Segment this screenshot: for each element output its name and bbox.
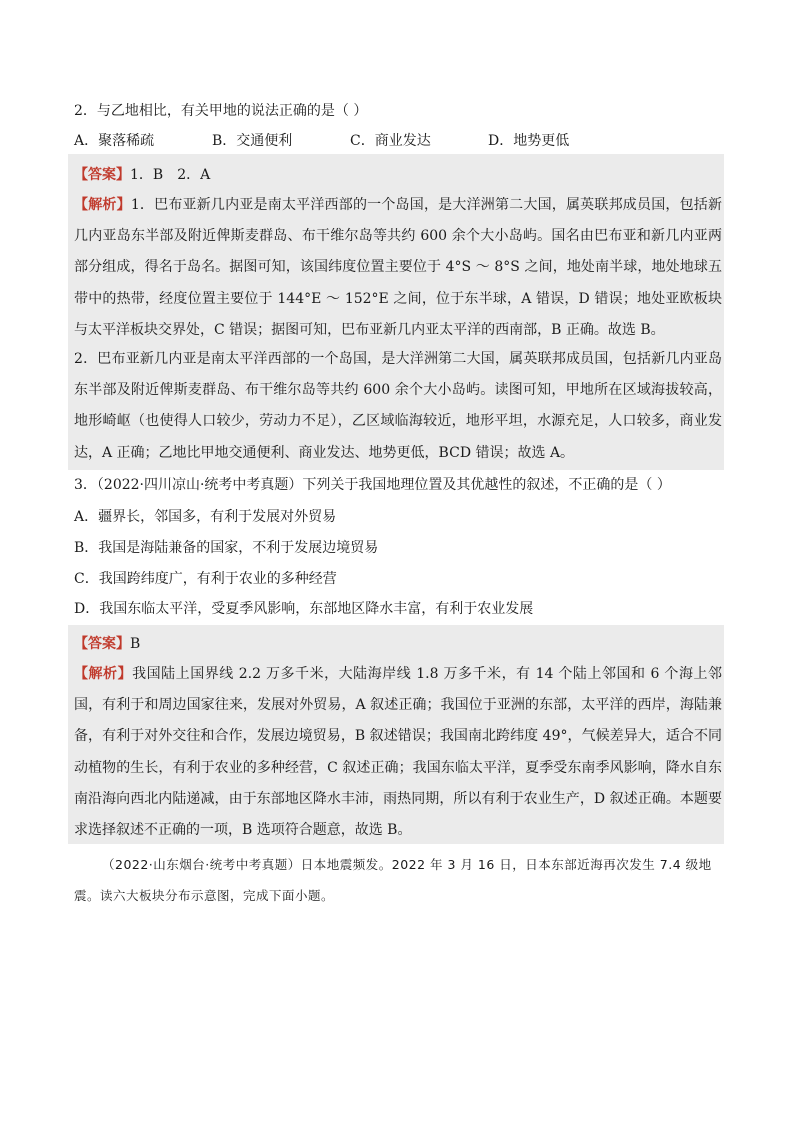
next-question-intro: （2022·山东烟台·统考中考真题）日本地震频发。2022 年 3 月 16 日，日本东部近海再次发生 7.4 级地震。读六大板块分布示意图，完成下面小题。 (74, 857, 712, 903)
explanation-3 (74, 659, 722, 846)
explanation-2: 2．巴布亚新几内亚是南太平洋西部的一个岛国，是大洋洲第二大国，属英联邦成员国，包括新几内亚岛东半部及附近俾斯麦群岛、布干维尔岛等共约 600 余个大小岛屿。读图可知，甲地所在区域海拔较高，地形崎岖（也使得人口较少，劳动力不足），乙区域临海较近，地形平坦，水源充足，人口较多，商业发达，A 正确；乙地比甲地交通便利、商业发达、地势更低，BCD 错误；故选 A。 (74, 351, 722, 461)
explanation-1 (74, 190, 722, 346)
question-3-option-a: A．疆界长，邻国多，有利于发展对外贸易 (74, 509, 337, 525)
explanation-text-3: 我国陆上国界线 2.2 万多千米，大陆海岸线 1.8 万多千米，有 14 个陆上邻国和 6 个海上邻国，有利于和周边国家往来，发展对外贸易，A 叙述正确；我国位于亚洲的东部，太平洋的西岸，海陆兼备，有利于对外交往和合作，发展边境贸易，B 叙述错误；我国南北跨纬度 49°，气候差异大，适合不同动植物的生长，有利于农业的多种经营，C 叙述正确；我国东临太平洋，夏季受东南季风影响，降水自东南沿海向西北内陆递减，由于东部地区降水丰沛，雨热同期，所以有利于农业生产，D 叙述正确。本题要求选择叙述不正确的一项，B 选项符合题意，故选 B。 (74, 666, 722, 839)
explanation-tag: 【解析】 (74, 197, 131, 213)
answer-3 (74, 629, 722, 660)
question-3-option-c: C．我国跨纬度广，有利于农业的多种经营 (74, 571, 337, 587)
answer-tag: 【答案】 (74, 167, 130, 183)
answer-1 (74, 160, 722, 191)
option-c: C．商业发达 (350, 133, 431, 149)
question-3-option-d: D．我国东临太平洋，受夏季风影响，东部地区降水丰富，有利于农业发展 (74, 601, 534, 617)
explanation-tag: 【解析】 (74, 666, 133, 682)
option-b: B．交通便利 (212, 133, 293, 149)
answer-text: 1．B 2．A (130, 167, 211, 183)
option-a: A．聚落稀疏 (74, 133, 155, 149)
answer-tag: 【答案】 (74, 636, 130, 652)
question-3-stem: 3．（2022·四川凉山·统考中考真题）下列关于我国地理位置及其优越性的叙述，不正确的是（ ） (74, 477, 671, 493)
question-3-option-b: B．我国是海陆兼备的国家，不利于发展边境贸易 (74, 540, 379, 556)
question-2-options (74, 131, 720, 151)
option-d: D．地势更低 (488, 133, 570, 149)
question-2-stem: 2．与乙地相比，有关甲地的说法正确的是（ ） (74, 103, 368, 119)
answer-text: B (130, 636, 141, 652)
explanation-text-1: 1．巴布亚新几内亚是南太平洋西部的一个岛国，是大洋洲第二大国，属英联邦成员国，包括新几内亚岛东半部及附近俾斯麦群岛、布干维尔岛等共约 600 余个大小岛屿。国名由巴布亚和新几内亚两部分组成，得名于岛名。据图可知，该国纬度位置主要位于 4°S ～ 8°S 之间，地处南半球，地处地球五带中的热带，经度位置主要位于 144°E ～ 152°E 之间，位于东半球，A 错误，D 错误；地处亚欧板块与太平洋板块交界处，C 错误；据图可知，巴布亚新几内亚太平洋的西南部，B 正确。故选 B。 (74, 197, 723, 338)
